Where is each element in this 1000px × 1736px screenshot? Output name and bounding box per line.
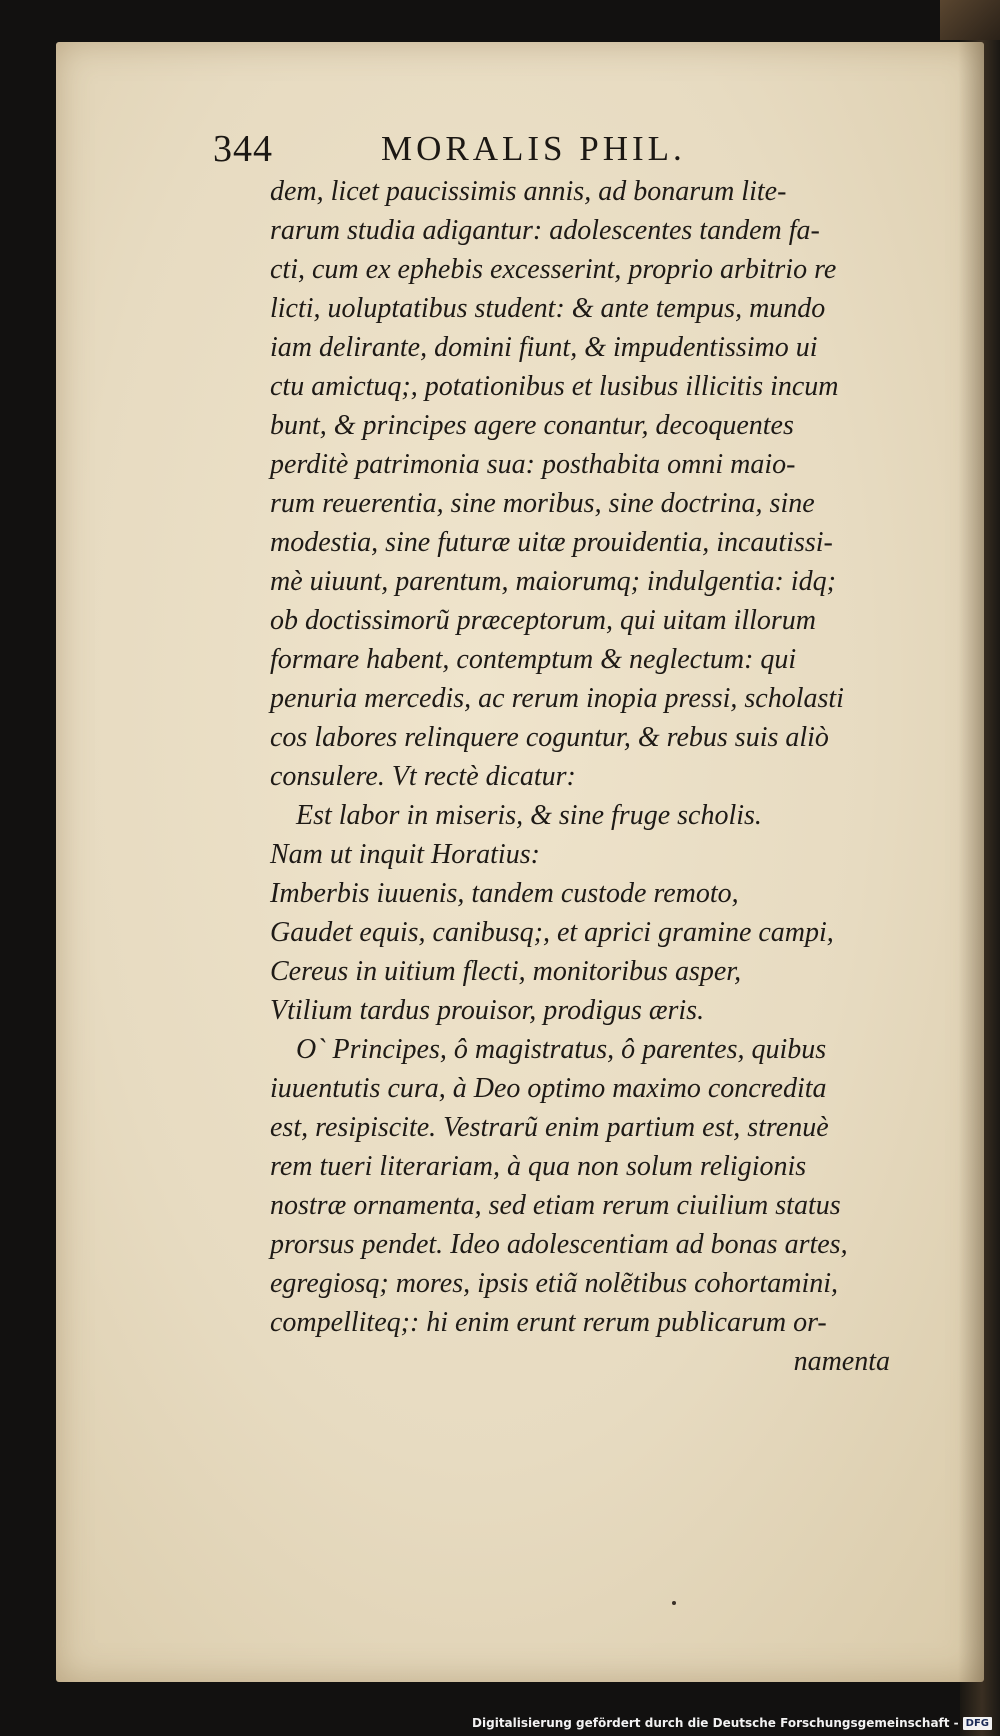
text-line: rarum studia adigantur: adolescentes tandem fa- (270, 215, 820, 246)
text-line: est, resipiscite. Vestrarũ enim partium est, strenuè (270, 1112, 829, 1143)
text-line: cos labores relinquere coguntur, & rebus suis aliò (270, 722, 829, 753)
page-body-text (270, 172, 920, 1381)
horace-verse-line: Imberbis iuuenis, tandem custode remoto, (270, 878, 739, 909)
text-line: consulere. Vt rectè dicatur: (270, 761, 576, 792)
text-line: egregiosq; mores, ipsis etiã nolẽtibus cohortamini, (270, 1268, 838, 1299)
text-line: perditè patrimonia sua: posthabita omni maio- (270, 449, 796, 480)
verse-quote: Est labor in miseris, & sine fruge scholis. (296, 800, 762, 831)
page-number: 344 (213, 128, 273, 170)
text-line: mè uiuunt, parentum, maiorumq; indulgentia: idq; (270, 566, 836, 597)
page-edge-shadow (958, 42, 984, 1682)
text-line: iam delirante, domini fiunt, & impudentissimo ui (270, 332, 818, 363)
dfg-logo-icon: DFG (963, 1717, 992, 1730)
text-line: penuria mercedis, ac rerum inopia pressi, scholasti (270, 683, 844, 714)
text-line: cti, cum ex ephebis excesserint, proprio arbitrio re (270, 254, 837, 285)
text-line: nostræ ornamenta, sed etiam rerum ciuilium status (270, 1190, 841, 1221)
page-header (213, 127, 813, 175)
text-line: rum reuerentia, sine moribus, sine doctrina, sine (270, 488, 815, 519)
text-line: licti, uoluptatibus student: & ante tempus, mundo (270, 293, 826, 324)
text-line: ctu amictuq;, potationibus et lusibus illicitis incum (270, 371, 839, 402)
text-line: iuuentutis cura, à Deo optimo maximo concredita (270, 1073, 827, 1104)
text-line: prorsus pendet. Ideo adolescentiam ad bonas artes, (270, 1229, 848, 1260)
text-line: ob doctissimorũ præceptorum, qui uitam illorum (270, 605, 817, 636)
book-spine-top (940, 0, 1000, 40)
text-line: dem, licet paucissimis annis, ad bonarum lite- (270, 176, 787, 207)
credit-text: Digitalisierung gefördert durch die Deutsche Forschungsgemeinschaft - (472, 1716, 959, 1730)
horace-verse-line: Cereus in uitium flecti, monitoribus asper, (270, 956, 742, 987)
text-line: rem tueri literariam, à qua non solum religionis (270, 1151, 807, 1182)
horace-verse-line: Gaudet equis, canibusq;, et aprici gramine campi, (270, 917, 834, 948)
catchword: namenta (793, 1346, 890, 1377)
text-line: compelliteq;: hi enim erunt rerum publicarum or- (270, 1307, 827, 1338)
text-line: bunt, & principes agere conantur, decoquentes (270, 410, 794, 441)
running-head: MORALIS PHIL. (381, 129, 686, 168)
quotation-intro: Nam ut inquit Horatius: (270, 839, 540, 870)
ink-speck (672, 1601, 676, 1605)
digitization-credit (472, 1712, 992, 1734)
horace-verse-line: Vtilium tardus prouisor, prodigus æris. (270, 995, 705, 1026)
text-line: formare habent, contemptum & neglectum: qui (270, 644, 797, 675)
text-line: O` Principes, ô magistratus, ô parentes, quibus (296, 1034, 827, 1065)
text-line: modestia, sine futuræ uitæ prouidentia, incautissi- (270, 527, 833, 558)
